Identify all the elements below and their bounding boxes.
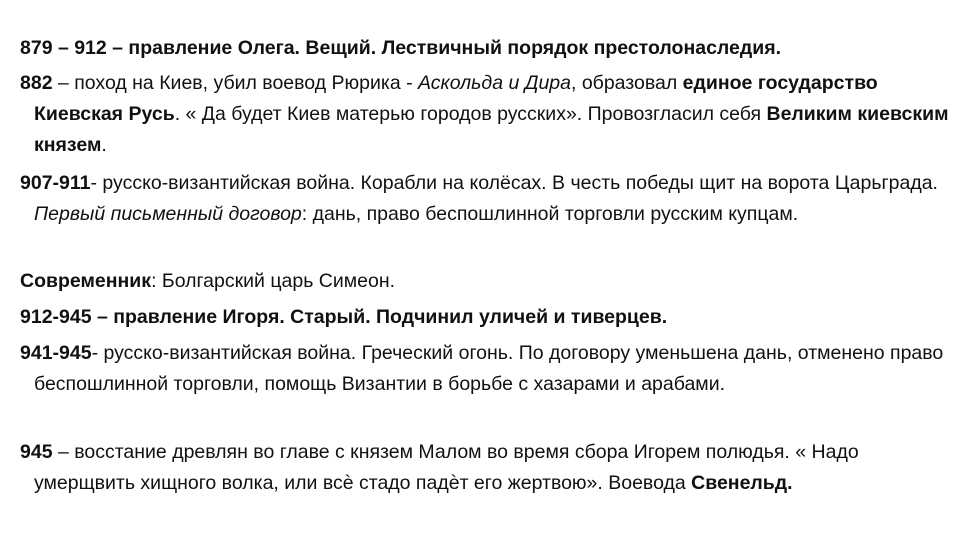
text-segment: : Болгарский царь Симеон. — [151, 270, 396, 292]
paragraph-contemporary — [20, 266, 959, 297]
bold-segment: Свенельд. — [691, 472, 793, 494]
text-segment: . — [101, 134, 107, 156]
paragraph-882 — [20, 68, 959, 161]
bold-segment: единое государство Киевская Русь — [34, 72, 878, 125]
text-segment: : дань, право беспошлинной торговли русским купцам. — [301, 203, 799, 225]
year-882: 882 — [20, 72, 53, 94]
year-945: 945 — [20, 441, 53, 463]
text-segment: - русско-византийская война. Корабли на колёсах. В честь победы щит на ворота Царьграда. — [90, 172, 938, 194]
paragraph-945 — [20, 437, 959, 499]
years-907-911: 907-911 — [20, 172, 91, 194]
contemporary-label: Современник — [20, 270, 152, 292]
paragraph-941 — [20, 338, 959, 400]
igor-reign-heading: 912-945 – правление Игоря. Старый. Подчинил уличей и тиверцев. — [20, 306, 668, 328]
text-segment: . « Да будет Киев матерью городов русских». Провозгласил себя — [174, 103, 767, 125]
years-941-945: 941-945 — [20, 342, 92, 364]
text-segment: – восстание древлян во главе с князем Малом во время сбора Игорем полюдья. « Надо умерщвить хищного волка, или всѐ стадо падѐт его жертвою». Воевода — [34, 441, 859, 494]
paragraph-igor-reign — [20, 302, 959, 333]
bold-segment: Великим киевским князем — [34, 103, 949, 156]
italic-segment: Первый письменный договор — [34, 203, 302, 225]
italic-segment: Аскольда и Дира — [418, 72, 571, 94]
paragraph-oleg-reign — [20, 33, 959, 64]
text-segment: - русско-византийская война. Греческий огонь. По договору уменьшена дань, отменено право беспошлинной торговли, помощь Византии в борьбе с хазарами и арабами. — [34, 342, 944, 395]
text-segment: – поход на Киев, убил воевод Рюрика - — [52, 72, 418, 94]
oleg-reign-heading: 879 – 912 – правление Олега. Вещий. Лествичный порядок престолонаследия. — [20, 37, 782, 59]
text-segment: , образовал — [570, 72, 683, 94]
paragraph-907 — [20, 168, 959, 230]
